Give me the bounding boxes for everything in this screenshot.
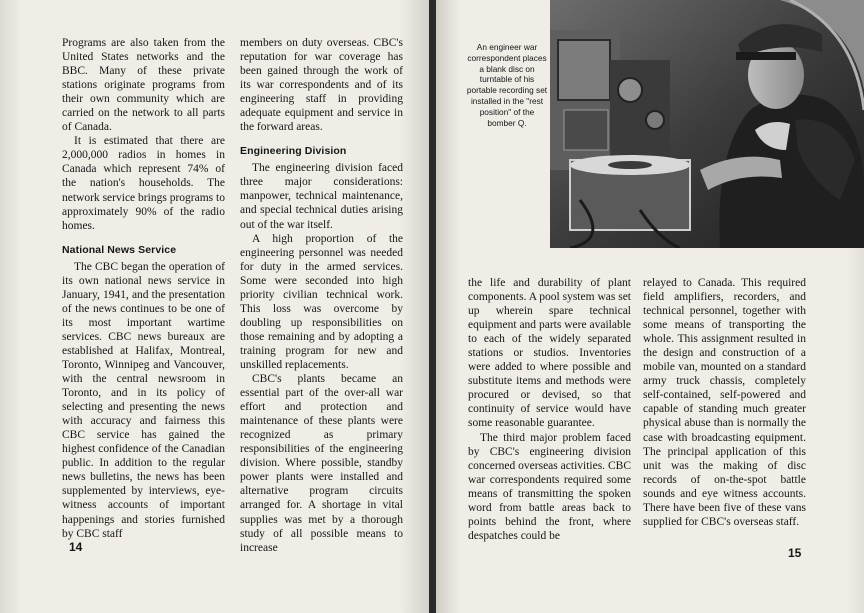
page-number-left: 14 (69, 540, 83, 554)
page-gutter (429, 0, 436, 613)
paragraph: Programs are also taken from the United States networks and the BBC. Many of these private stations originate programs from their own community which are carried on the network to all parts of Canada. (62, 37, 225, 134)
left-page-column-2 (240, 36, 403, 555)
right-page-column-2 (643, 276, 806, 529)
photo-caption: An engineer war correspondent places a blank disc on turntable of his portable recording set installed in the "rest position" of the bomber Q. (466, 42, 548, 128)
paragraph: members on duty overseas. CBC's reputation for war coverage has been gained through the work of its war correspondents and of its engineering staff in providing adequate equipment and service in the forward areas. (240, 37, 403, 134)
paragraph: The CBC began the operation of its own national news service in January, 1941, and the presentation of the news continues to be one of its most important wartime services. CBC news bureaux are established at Halifax, Montreal, Toronto, Winnipeg and Vancouver, with the central newsroom in Toronto, and in its policy of selecting and presenting the news with accuracy and fairness this CBC service has gained the highest confidence of the Canadian public. In addition to the regular news bulletins, the news has been supplemented by interviews, eye-witness accounts of important happenings and stories furnished by CBC staff (62, 260, 225, 540)
paragraph: A high proportion of the engineering personnel was needed for duty in the armed services. Some were seconded into high priority civilian technical work. This loss was overcome by doubling up responsibilities on those remaining and by adopting a training program for new and unskilled replacements. (240, 232, 403, 371)
photo-illustration (550, 0, 864, 248)
paragraph: CBC's plants became an essential part of the over-all war effort and protection and maintenance of these plants were recognized as primary responsibilities of the engineering division. Where possible, standby power plants were installed and alternative program circuits arranged for. A shortage in vital supplies was met by a thorough study of all possible means to increase (240, 373, 403, 554)
engineer-war-correspondent-photo (550, 0, 864, 248)
left-page-column-1 (62, 36, 225, 541)
paragraph: The third major problem faced by CBC's engineering division concerned overseas activities. CBC war correspondents required some means of transmitting the spoken word from battle areas back to points behind the front, where despatches could be (468, 431, 631, 542)
paragraph: It is estimated that there are 2,000,000 radios in homes in Canada which represent 74% of the nation's households. The network service brings programs to approximately 90% of the radio homes. (62, 135, 225, 232)
paragraph: the life and durability of plant components. A pool system was set up wherein spare technical equipment and parts were available to each of the widely separated stations or studios. Inventories were added to where possible and substitute items and methods were procured or devised, so that continuity of service would have some reasonable guarantee. (468, 277, 631, 430)
paragraph: The engineering division faced three major considerations: manpower, technical maintenance, and special technical duties arising out of the war itself. (240, 162, 403, 231)
page-number-right: 15 (788, 546, 802, 560)
right-page (436, 0, 864, 613)
section-heading-engineering: Engineering Division (240, 145, 347, 158)
left-page (0, 0, 429, 613)
paragraph: relayed to Canada. This required field amplifiers, recorders, and technical personnel, together with some means of transporting the whole. This assignment resulted in the design and construction of a mobile van, mounted on a standard army truck chassis, completely self-contained, self-powered and capable of standing much greater physical abuse than is normally the case with broadcasting equipment. The principal application of this unit was the making of disc records of on-the-spot battle sounds and eye witness accounts. There have been five of these vans supplied for CBC's overseas staff. (643, 277, 806, 528)
right-page-column-1 (468, 276, 631, 543)
section-heading-news: National News Service (62, 243, 177, 256)
